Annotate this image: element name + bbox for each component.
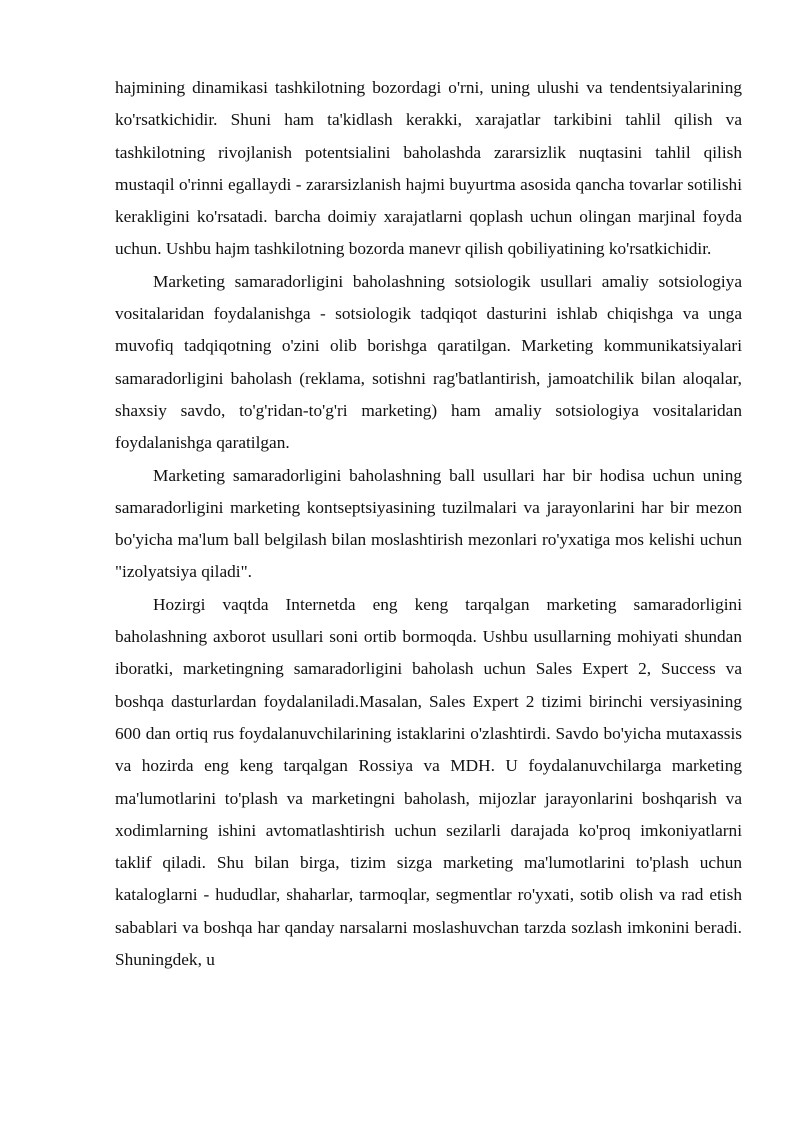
paragraph-continuation: hajmining dinamikasi tashkilotning bozordagi o'rni, uning ulushi va tendentsiyalarining ko'rsatkichidir. Shuni ham ta'kidlash kerakki, xarajatlar tarkibini tahlil qilish va tashkilotning rivojlanish potentsialini baholashda zararsizlik nuqtasini tahlil qilish mustaqil o'rinni egallaydi - zararsizlanish hajmi buyurtma asosida qancha tovarlar sotilishi kerakligini ko'rsatadi. barcha doimiy xarajatlarni qoplash uchun olingan marjinal foyda uchun. Ushbu hajm tashkilotning bozorda manevr qilish qobiliyatining ko'rsatkichidir. bbox=[115, 78, 742, 259]
paragraph-information-methods: Hozirgi vaqtda Internetda eng keng tarqalgan marketing samaradorligini baholashning axborot usullari soni ortib bormoqda. Ushbu usullarning mohiyati shundan iboratki, marketingning samaradorligini baholash uchun Sales Expert 2, Success va boshqa dasturlardan foydalaniladi.Masalan, Sales Expert 2 tizimi birinchi versiyasining 600 dan ortiq rus foydalanuvchilarining istaklarini o'zlashtirdi. Savdo bo'yicha mutaxassis va hozirda eng keng tarqalgan Rossiya va MDH. U foydalanuvchilarga marketing ma'lumotlarini to'plash va marketingni baholash, mijozlar jarayonlarini boshqarish va xodimlarning ishini avtomatlashtirish uchun sezilarli darajada ko'proq imkoniyatlarni taklif qiladi. Shu bilan birga, tizim sizga marketing ma'lumotlarini to'plash uchun kataloglarni - hududlar, shaharlar, tarmoqlar, segmentlar ro'yxati, sotib olish va rad etish sabablari va boshqa har qanday narsalarni moslashuvchan tarzda sozlash imkonini beradi. Shuningdek, u bbox=[115, 594, 742, 970]
body-text bbox=[115, 72, 742, 976]
paragraph-score-methods: Marketing samaradorligini baholashning ball usullari har bir hodisa uchun uning samaradorligini marketing kontseptsiyasining tuzilmalari va jarayonlarini har bir mezon bo'yicha ma'lum ball belgilash bilan moslashtirish mezonlari ro'yxatiga mos kelishi uchun "izolyatsiya qiladi". bbox=[115, 465, 742, 582]
paragraph-sociological-methods: Marketing samaradorligini baholashning sotsiologik usullari amaliy sotsiologiya vositalaridan foydalanishga - sotsiologik tadqiqot dasturini ishlab chiqishga va unga muvofiq tadqiqotning o'zini olib borishga qaratilgan. Marketing kommunikatsiyalari samaradorligini baholash (reklama, sotishni rag'batlantirish, jamoatchilik bilan aloqalar, shaxsiy savdo, to'g'ridan-to'g'ri marketing) ham amaliy sotsiologiya vositalaridan foydalanishga qaratilgan. bbox=[115, 271, 742, 453]
